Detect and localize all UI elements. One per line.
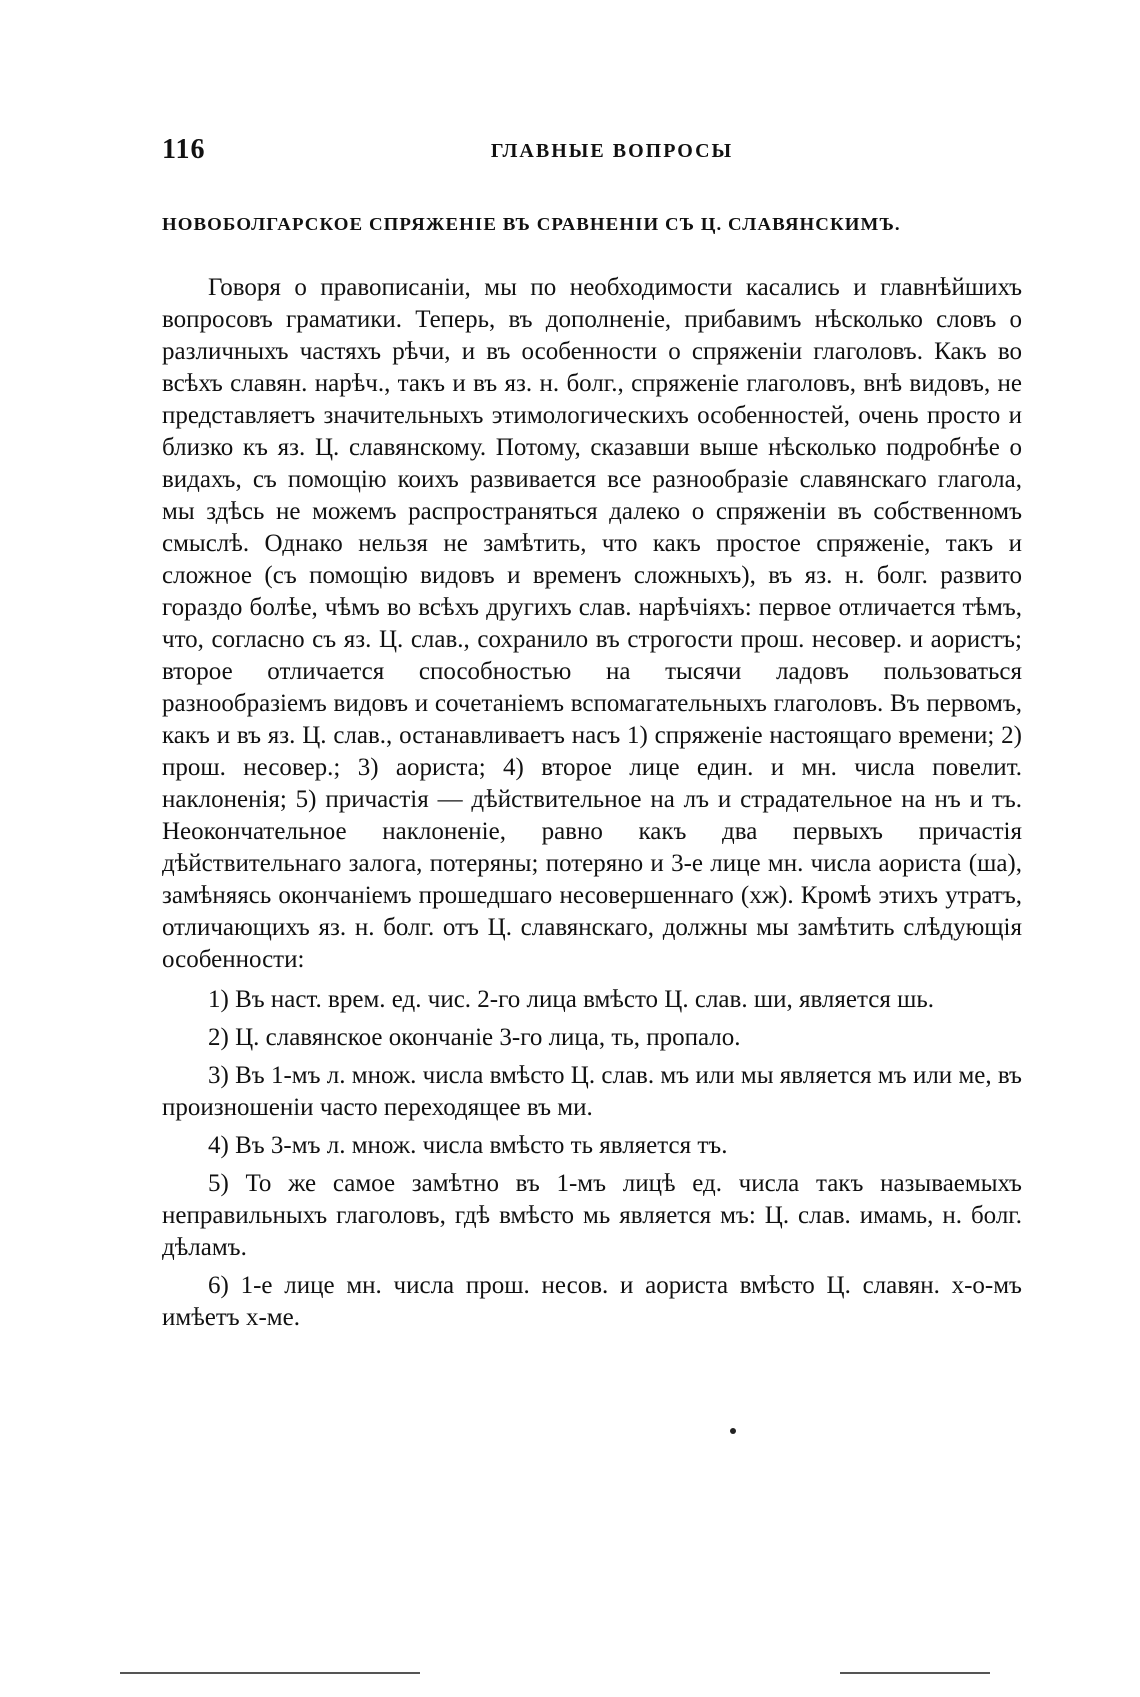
- list-item: 5) То же самое замѣтно въ 1-мъ лицѣ ед. числа такъ называемыхъ неправильныхъ глаголовъ, гдѣ вмѣсто мь является мъ: Ц. слав. имамь, н. болг. дѣламъ.: [162, 1170, 1022, 1261]
- list-item: 2) Ц. славянское окончаніе 3-го лица, ть, пропало.: [208, 1024, 741, 1051]
- list-item: 3) Въ 1-мъ л. множ. числа вмѣсто Ц. слав. мъ или мы является мъ или ме, въ произношеніи часто переходящее въ ми.: [162, 1062, 1022, 1121]
- page-header: [162, 134, 1022, 170]
- page-number: 116: [162, 134, 206, 165]
- list-item: 6) 1-е лице мн. числа прош. несов. и аориста вмѣсто Ц. славян. х-о-мъ имѣетъ х-ме.: [162, 1272, 1022, 1331]
- bottom-rule-left: [120, 1672, 420, 1674]
- running-title: ГЛАВНЫЕ ВОПРОСЫ: [490, 140, 734, 162]
- section-heading: НОВОБОЛГАРСКОЕ СПРЯЖЕНІЕ ВЪ СРАВНЕНІИ СЪ Ц. СЛАВЯНСКИМЪ.: [162, 214, 901, 234]
- list-item: 4) Въ 3-мъ л. множ. числа вмѣсто ть является тъ.: [208, 1132, 728, 1159]
- ink-dot: [730, 1428, 736, 1434]
- bottom-rule-right: [840, 1672, 990, 1674]
- paragraph-intro: Говоря о правописаніи, мы по необходимости касались и главнѣйшихъ вопросовъ граматики. Теперь, въ дополненіе, прибавимъ нѣсколько словъ о различныхъ частяхъ рѣчи, и въ особенности о спряженіи глаголовъ. Какъ во всѣхъ славян. нарѣч., такъ и въ яз. н. болг., спряженіе глаголовъ, внѣ видовъ, не представляетъ значительныхъ этимологическихъ особенностей, очень просто и близко къ яз. Ц. славянскому. Потому, сказавши выше нѣсколько подробнѣе о видахъ, съ помощію коихъ развивается все разнообразіе славянскаго глагола, мы здѣсь не можемъ распространяться далеко о спряженіи въ собственномъ смыслѣ. Однако нельзя не замѣтить, что какъ простое спряженіе, такъ и сложное (съ помощію видовъ и временъ сложныхъ), въ яз. н. болг. развито гораздо болѣе, чѣмъ во всѣхъ другихъ слав. нарѣчіяхъ: первое отличается тѣмъ, что, согласно съ яз. Ц. слав., сохранило въ строгости прош. несовер. и аористъ; второе отличается способностью на тысячи ладовъ пользоваться разнообразіемъ видовъ и сочетаніемъ вспомагательныхъ глаголовъ. Въ первомъ, какъ и въ яз. Ц. слав., останавливаетъ насъ 1) спряженіе настоящаго времени; 2) прош. несовер.; 3) аориста; 4) второе лице един. и мн. числа повелит. наклоненія; 5) причастія — дѣйствительное на лъ и страдательное на нъ и тъ. Неокончательное наклоненіе, равно какъ два первыхъ причастія дѣйствительнаго залога, потеряны; потеряно и 3-е лице мн. числа аориста (ша), замѣняясь окончаніемъ прошедшаго несовершеннаго (хж). Кромѣ этихъ утратъ, отличающихъ яз. н. болг. отъ Ц. славянскаго, должны мы замѣтить слѣдующія особенности:: [162, 274, 1022, 973]
- body-text: [162, 272, 1022, 1334]
- list-item: 1) Въ наст. врем. ед. чис. 2-го лица вмѣсто Ц. слав. ши, является шь.: [208, 986, 934, 1013]
